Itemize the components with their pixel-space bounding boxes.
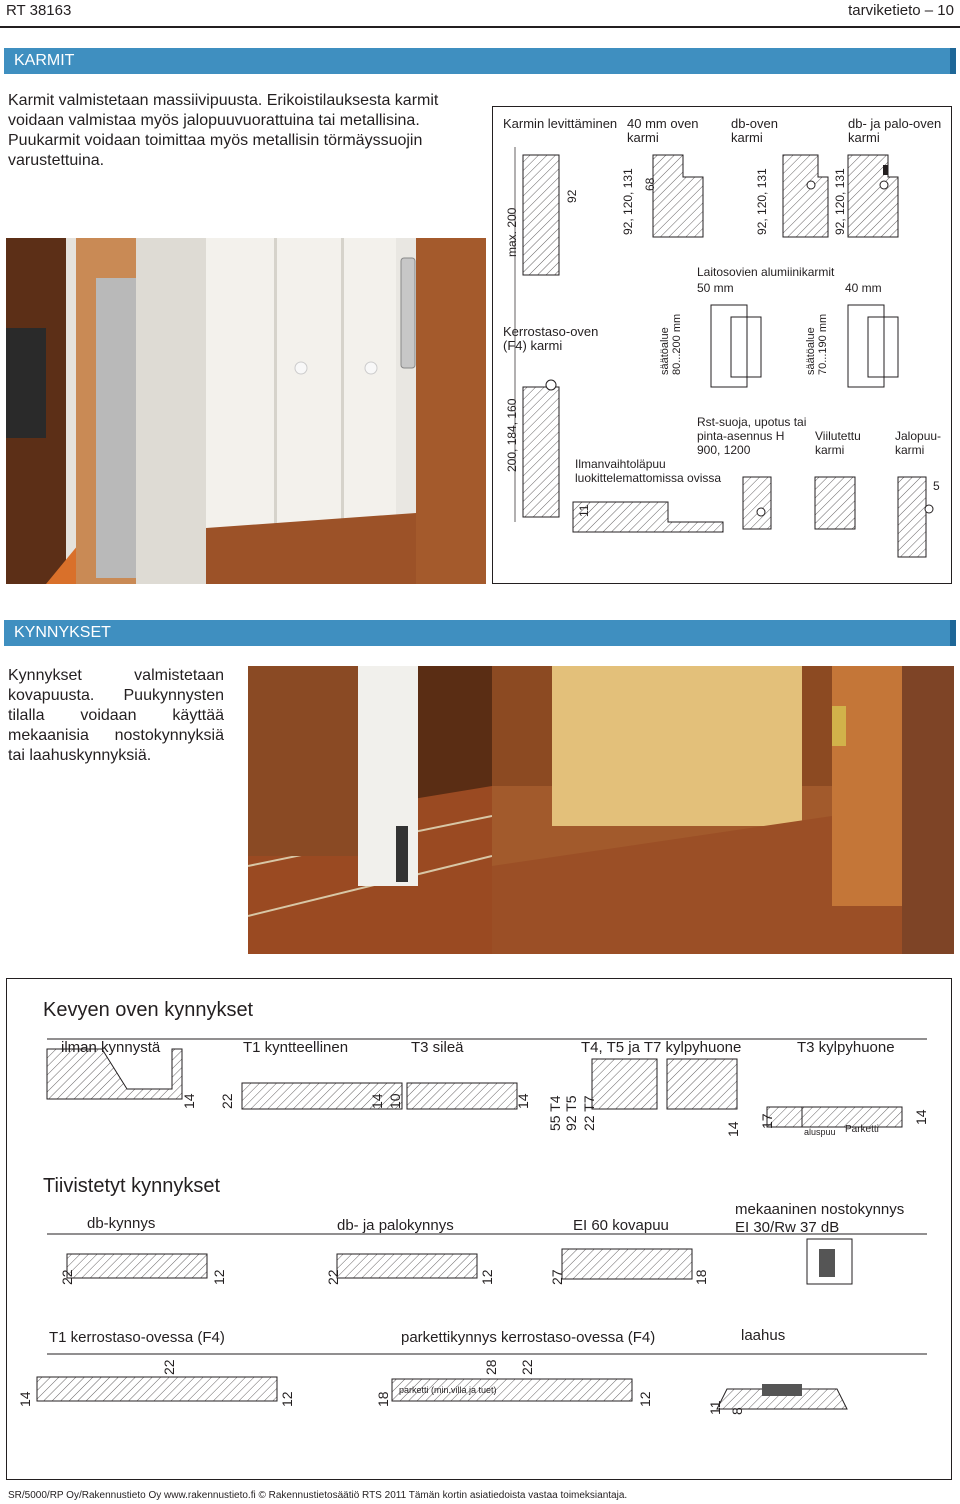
section-band-karmit xyxy=(4,48,952,74)
label-40mm-oven: 40 mm oven karmi xyxy=(627,116,699,145)
tiivistetyt-dim-c: 22 xyxy=(325,1269,341,1285)
kevyen-parketti: Parketti xyxy=(845,1124,879,1135)
kynnykset-paragraph: Kynnykset valmistetaan kovapuusta. Puukynnysten tilalla voidaan käyttää mekaanisia nostokynnyksiä tai laahuskynnyksiä. xyxy=(8,667,224,764)
kerrostaso-dim-d: 18 xyxy=(375,1391,391,1407)
kevyen-dim-i: 14 xyxy=(725,1121,741,1137)
label-saatoalue-1: säätöalue 80...200 mm xyxy=(659,313,683,375)
karmit-paragraph: Karmit valmistetaan massiivipuusta. Erikoistilauksesta karmit voidaan valmistaa myös jalopuuvuorattuina tai metallisina. Puukarmit voidaan toimittaa myös metallisin törmäyssuojin varustettuina. xyxy=(8,92,439,169)
label-50mm: 50 mm xyxy=(697,281,734,295)
kerrostaso-dim-i: 8 xyxy=(729,1407,745,1415)
tiivistetyt-dim-e: 27 xyxy=(549,1269,565,1285)
threshold-diagram-panel xyxy=(6,978,952,1480)
kevyen-dim-c: 14 xyxy=(369,1093,385,1109)
kevyen-dim-b: 22 xyxy=(219,1093,235,1109)
kevyen-item-4: T4, T5 ja T7 kylpyhuone xyxy=(581,1039,742,1056)
kerrostaso-dim-b: 22 xyxy=(161,1359,177,1375)
dim-92-120-131-c: 92, 120, 131 xyxy=(833,168,847,235)
header-rule xyxy=(0,26,960,28)
photo-threshold-white xyxy=(248,666,492,954)
section-title-kynnykset: KYNNYKSET xyxy=(14,624,111,641)
title-kevyen-oven: Kevyen oven kynnykset xyxy=(43,999,254,1021)
tiivistetyt-item-1: db-kynnys xyxy=(87,1215,156,1232)
kevyen-dim-e: 14 xyxy=(515,1093,531,1109)
kerrostaso-dim-a: 14 xyxy=(17,1391,33,1407)
title-tiivistetyt: Tiivistetyt kynnykset xyxy=(43,1175,221,1197)
tiivistetyt-item-2: db- ja palokynnys xyxy=(337,1217,454,1234)
photo-threshold-wood xyxy=(492,666,954,954)
kevyen-item-2: T1 kyntteellinen xyxy=(243,1039,349,1056)
dim-max-200: max. 200 xyxy=(505,207,519,257)
kerrostaso-item-1: T1 kerrostaso-ovessa (F4) xyxy=(49,1329,225,1346)
label-saatoalue-2: säätöalue 70...190 mm xyxy=(805,313,829,375)
kevyen-item-5: T3 kylpyhuone xyxy=(797,1039,895,1056)
footer-text: SR/5000/RP Oy/Rakennustieto Oy www.rakennustieto.fi © Rakennustietosäätiö RTS 2011 Tämän kortin asiatiedoista vastaa toimeksiantaja. xyxy=(8,1490,628,1501)
section-title-karmit: KARMIT xyxy=(14,52,75,69)
karmit-diagram-panel xyxy=(492,106,952,584)
dim-11: 11 xyxy=(577,504,591,517)
label-rst-suoja: Rst-suoja, upotus tai pinta-asennus H 900, 1200 xyxy=(697,415,807,457)
page-label: tarviketieto – 10 xyxy=(848,2,954,19)
label-laitosovien: Laitosovien alumiinikarmit xyxy=(697,265,835,279)
label-karmin-levittaminen: Karmin levittäminen xyxy=(503,116,618,131)
kerrostaso-parketti: parketti (min.villa ja tuet) xyxy=(399,1385,497,1395)
dim-68: 68 xyxy=(643,177,657,191)
label-viilutettu: Viilutettu karmi xyxy=(815,429,861,457)
kerrostaso-dim-g: 12 xyxy=(637,1391,653,1407)
tiivistetyt-item-5: EI 30/Rw 37 dB xyxy=(735,1219,840,1236)
kerrostaso-dim-c: 12 xyxy=(279,1391,295,1407)
kerrostaso-item-3: laahus xyxy=(741,1327,786,1344)
kerrostaso-dim-e: 28 xyxy=(483,1359,499,1375)
kevyen-aluspuu: aluspuu xyxy=(804,1127,836,1137)
photo-door-frame xyxy=(6,238,486,584)
label-db-palo-oven: db- ja palo-oven karmi xyxy=(848,116,942,145)
card-number: RT 38163 xyxy=(6,2,72,19)
kevyen-item-3: T3 sileä xyxy=(411,1039,464,1056)
tiivistetyt-item-4: mekaaninen nostokynnys xyxy=(735,1201,905,1218)
dim-92-120-131-a: 92, 120, 131 xyxy=(621,168,635,235)
kevyen-item-1: ilman kynnystä xyxy=(61,1039,161,1056)
kevyen-dim-h: 22 T7 xyxy=(581,1095,597,1131)
kevyen-dim-f: 55 T4 xyxy=(547,1095,563,1131)
kevyen-dim-j: 17 xyxy=(759,1113,775,1129)
dim-92: 92 xyxy=(565,189,579,203)
tiivistetyt-dim-f: 18 xyxy=(693,1269,709,1285)
tiivistetyt-dim-d: 12 xyxy=(479,1269,495,1285)
dim-5: 5 xyxy=(933,479,940,493)
label-db-oven: db-oven karmi xyxy=(731,116,778,145)
kevyen-dim-d: 10 xyxy=(387,1093,403,1109)
dim-200-184-160: 200, 184, 160 xyxy=(505,398,519,472)
label-kerrostaso-oven: Kerrostaso-oven (F4) karmi xyxy=(503,324,599,353)
kevyen-dim-g: 92 T5 xyxy=(563,1095,579,1131)
label-40mm: 40 mm xyxy=(845,281,882,295)
tiivistetyt-dim-a: 22 xyxy=(59,1269,75,1285)
kerrostaso-dim-h: 11 xyxy=(707,1400,723,1415)
kerrostaso-dim-f: 22 xyxy=(519,1359,535,1375)
tiivistetyt-item-3: EI 60 kovapuu xyxy=(573,1217,669,1234)
label-ilmanvaihto: Ilmanvaihtoläpuu luokittelemattomissa ovissa xyxy=(575,457,722,485)
kerrostaso-item-2: parkettikynnys kerrostaso-ovessa (F4) xyxy=(401,1329,656,1346)
tiivistetyt-dim-b: 12 xyxy=(211,1269,227,1285)
kevyen-dim-k: 14 xyxy=(913,1109,929,1125)
dim-92-120-131-b: 92, 120, 131 xyxy=(755,168,769,235)
section-band-kynnykset xyxy=(4,620,952,646)
label-jalopuu: Jalopuu-karmi xyxy=(895,429,942,457)
kevyen-dim-a: 14 xyxy=(181,1093,197,1109)
